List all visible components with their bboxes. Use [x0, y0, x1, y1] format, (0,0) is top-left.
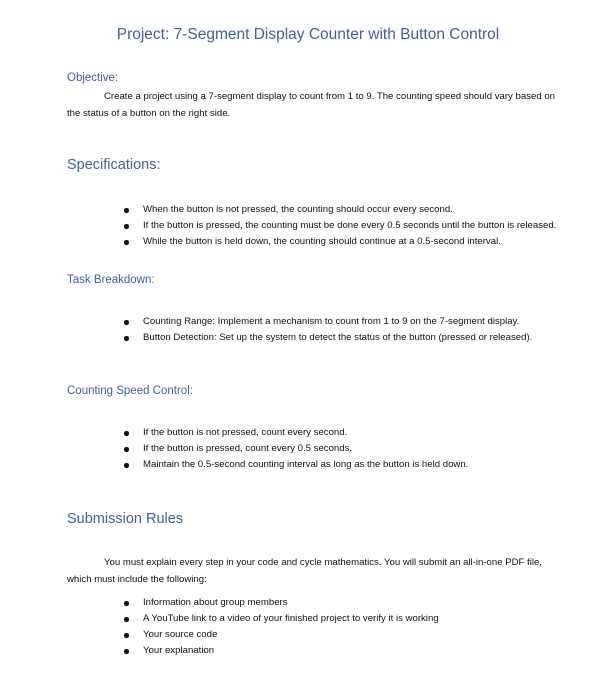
- list-item-text: Counting Range: Implement a mechanism to count from 1 to 9 on the 7-segment display.: [143, 316, 520, 327]
- objective-heading: Objective:: [67, 72, 119, 84]
- list-item: [120, 202, 560, 218]
- list-item-text: While the button is held down, the counting should continue at a 0.5-second interval.: [143, 236, 501, 247]
- submission-list: [120, 595, 560, 659]
- list-item: [120, 234, 560, 250]
- bullet-icon: [124, 336, 129, 341]
- list-item: [120, 611, 560, 627]
- list-item-text: If the button is pressed, the counting must be done every 0.5 seconds until the button is released.: [143, 220, 557, 231]
- bullet-icon: [124, 320, 129, 325]
- document-title: Project: 7-Segment Display Counter with Button Control: [116, 26, 500, 43]
- list-item-text: Your source code: [143, 629, 218, 640]
- bullet-icon: [124, 463, 129, 468]
- task-breakdown-list: [120, 314, 560, 346]
- list-item: [120, 441, 560, 457]
- counting-speed-list: [120, 425, 560, 473]
- list-item: [120, 595, 560, 611]
- bullet-icon: [124, 431, 129, 436]
- list-item-text: Button Detection: Set up the system to detect the status of the button (pressed or released).: [143, 332, 533, 343]
- objective-text: Create a project using a 7-segment display to count from 1 to 9. The counting speed should vary based on the status of a button on the right side.: [67, 91, 555, 119]
- list-item-text: A YouTube link to a video of your finished project to verify it is working: [143, 613, 439, 624]
- bullet-icon: [124, 224, 129, 229]
- bullet-icon: [124, 447, 129, 452]
- bullet-icon: [124, 601, 129, 606]
- list-item-text: Information about group members: [143, 597, 288, 608]
- bullet-icon: [124, 649, 129, 654]
- list-item: [120, 330, 560, 346]
- submission-heading: Submission Rules: [67, 511, 184, 527]
- list-item-text: If the button is not pressed, count every second.: [143, 427, 348, 438]
- specifications-heading: Specifications:: [67, 157, 161, 173]
- list-item-text: When the button is not pressed, the counting should occur every second.: [143, 204, 453, 215]
- specifications-list: [120, 202, 560, 250]
- list-item: [120, 425, 560, 441]
- submission-text: You must explain every step in your code and cycle mathematics. You will submit an all-in-one PDF file, which must include the following:: [67, 557, 542, 585]
- list-item-text: Maintain the 0.5-second counting interval as long as the button is held down.: [143, 459, 469, 470]
- list-item: [120, 218, 560, 234]
- list-item-text: If the button is pressed, count every 0.5 seconds.: [143, 443, 353, 454]
- task-breakdown-heading: Task Breakdown:: [67, 274, 155, 286]
- bullet-icon: [124, 240, 129, 245]
- list-item: [120, 314, 560, 330]
- bullet-icon: [124, 617, 129, 622]
- bullet-icon: [124, 208, 129, 213]
- list-item: [120, 643, 560, 659]
- list-item: [120, 627, 560, 643]
- list-item-text: Your explanation: [143, 645, 215, 656]
- list-item: [120, 457, 560, 473]
- counting-speed-heading: Counting Speed Control:: [67, 385, 193, 397]
- bullet-icon: [124, 633, 129, 638]
